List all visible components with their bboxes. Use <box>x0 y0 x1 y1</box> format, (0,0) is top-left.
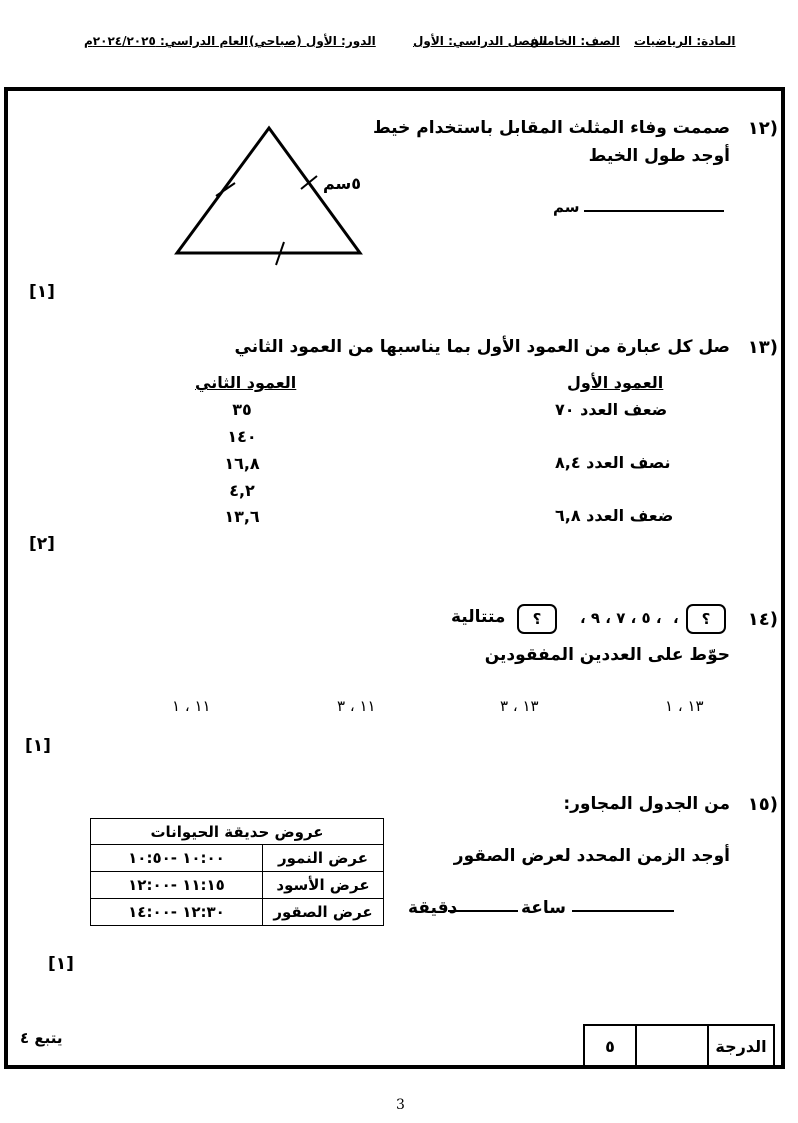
q12-text: صممت وفاء المثلث المقابل باستخدام خيط <box>372 118 730 138</box>
show-name: عرض النمور <box>263 845 384 872</box>
q14-separator: ، <box>673 609 679 627</box>
q14-line2: حوّط على العددين المفقودين <box>484 645 730 665</box>
column1-title: العمود الأول <box>567 373 664 392</box>
table-row <box>584 1025 774 1067</box>
column2-item: ١٦,٨ <box>224 454 260 473</box>
q14-option[interactable]: ١٣ ، ١ <box>665 697 704 715</box>
answer-minute-label: دقيقة <box>408 898 458 918</box>
missing-number-box-1[interactable]: ؟ <box>686 604 726 634</box>
table-row <box>91 845 384 872</box>
tick-right-side <box>301 176 317 189</box>
header-subject: المادة: الرياضيات <box>634 34 736 48</box>
q13-number: ١٣) <box>747 337 778 358</box>
header-year: العام الدراسي: ٢٠٢٤/٢٠٢٥م <box>84 34 249 48</box>
missing-number-box-2[interactable]: ؟ <box>517 604 557 634</box>
show-time: ١٢:٣٠ -١٤:٠٠ <box>91 899 263 926</box>
grade-score-cell[interactable] <box>636 1025 708 1067</box>
q14-option[interactable]: ١١ ، ١ <box>172 697 211 715</box>
column2-item: ١٣,٦ <box>224 507 260 526</box>
q15-text: من الجدول المجاور: <box>563 794 730 814</box>
q12-answer-blank[interactable] <box>584 210 724 212</box>
triangle-figure <box>170 122 370 267</box>
show-name: عرض الصقور <box>263 899 384 926</box>
grade-box <box>583 1024 775 1068</box>
show-time: ١١:١٥ -١٢:٠٠ <box>91 872 263 899</box>
minute-blank[interactable] <box>448 910 518 912</box>
table-row <box>91 899 384 926</box>
q13-text: صل كل عبارة من العمود الأول بما يناسبها من العمود الثاني <box>234 337 730 357</box>
grade-label: الدرجة <box>708 1025 774 1067</box>
triangle-side-label: ٥سم <box>323 174 362 193</box>
hour-blank[interactable] <box>572 910 674 912</box>
column2-item: ٣٥ <box>232 400 252 419</box>
column1-item: ضعف العدد ٦,٨ <box>555 506 674 525</box>
q14-option[interactable]: ١٣ ، ٣ <box>500 697 539 715</box>
zoo-shows-table <box>90 818 384 926</box>
column2-title: العمود الثاني <box>195 373 297 392</box>
column2-item: ١٤٠ <box>227 427 257 446</box>
q14-number: ١٤) <box>747 609 778 630</box>
q15-line2: أوجد الزمن المحدد لعرض الصقور <box>453 846 730 866</box>
column1-item: نصف العدد ٨,٤ <box>555 453 671 472</box>
show-name: عرض الأسود <box>263 872 384 899</box>
q12-number: ١٢) <box>747 118 778 139</box>
page-number: 3 <box>396 1097 405 1113</box>
table-title: عروض حديقة الحيوانات <box>91 819 384 845</box>
header-grade: الصف: الخامس <box>530 34 620 48</box>
table-row <box>91 872 384 899</box>
q12-answer-unit: سم <box>553 198 580 216</box>
answer-hour-label: ساعة <box>521 898 567 918</box>
q13-mark: [٢] <box>29 534 55 554</box>
q14-suffix: متتالية <box>451 607 506 627</box>
column2-item: ٤,٢ <box>229 481 255 500</box>
q14-sequence: ، ٥ ، ٧ ، ٩ ، <box>580 609 662 627</box>
grade-value: ٥ <box>584 1025 636 1067</box>
q14-mark: [١] <box>25 736 51 756</box>
header-session: الدور: الأول (صباحي) <box>249 34 376 48</box>
column1-item: ضعف العدد ٧٠ <box>555 400 668 419</box>
q12-mark: [١] <box>29 282 55 302</box>
q14-option[interactable]: ١١ ، ٣ <box>337 697 376 715</box>
follow-note: يتبع ٤ <box>20 1029 63 1047</box>
table-row <box>91 819 384 845</box>
q12-line2: أوجد طول الخيط <box>588 146 730 166</box>
q15-number: ١٥) <box>747 794 778 815</box>
show-time: ١٠:٠٠ -١٠:٥٠ <box>91 845 263 872</box>
header-term: الفصل الدراسي: الأول <box>413 34 548 48</box>
q15-mark: [١] <box>48 954 74 974</box>
